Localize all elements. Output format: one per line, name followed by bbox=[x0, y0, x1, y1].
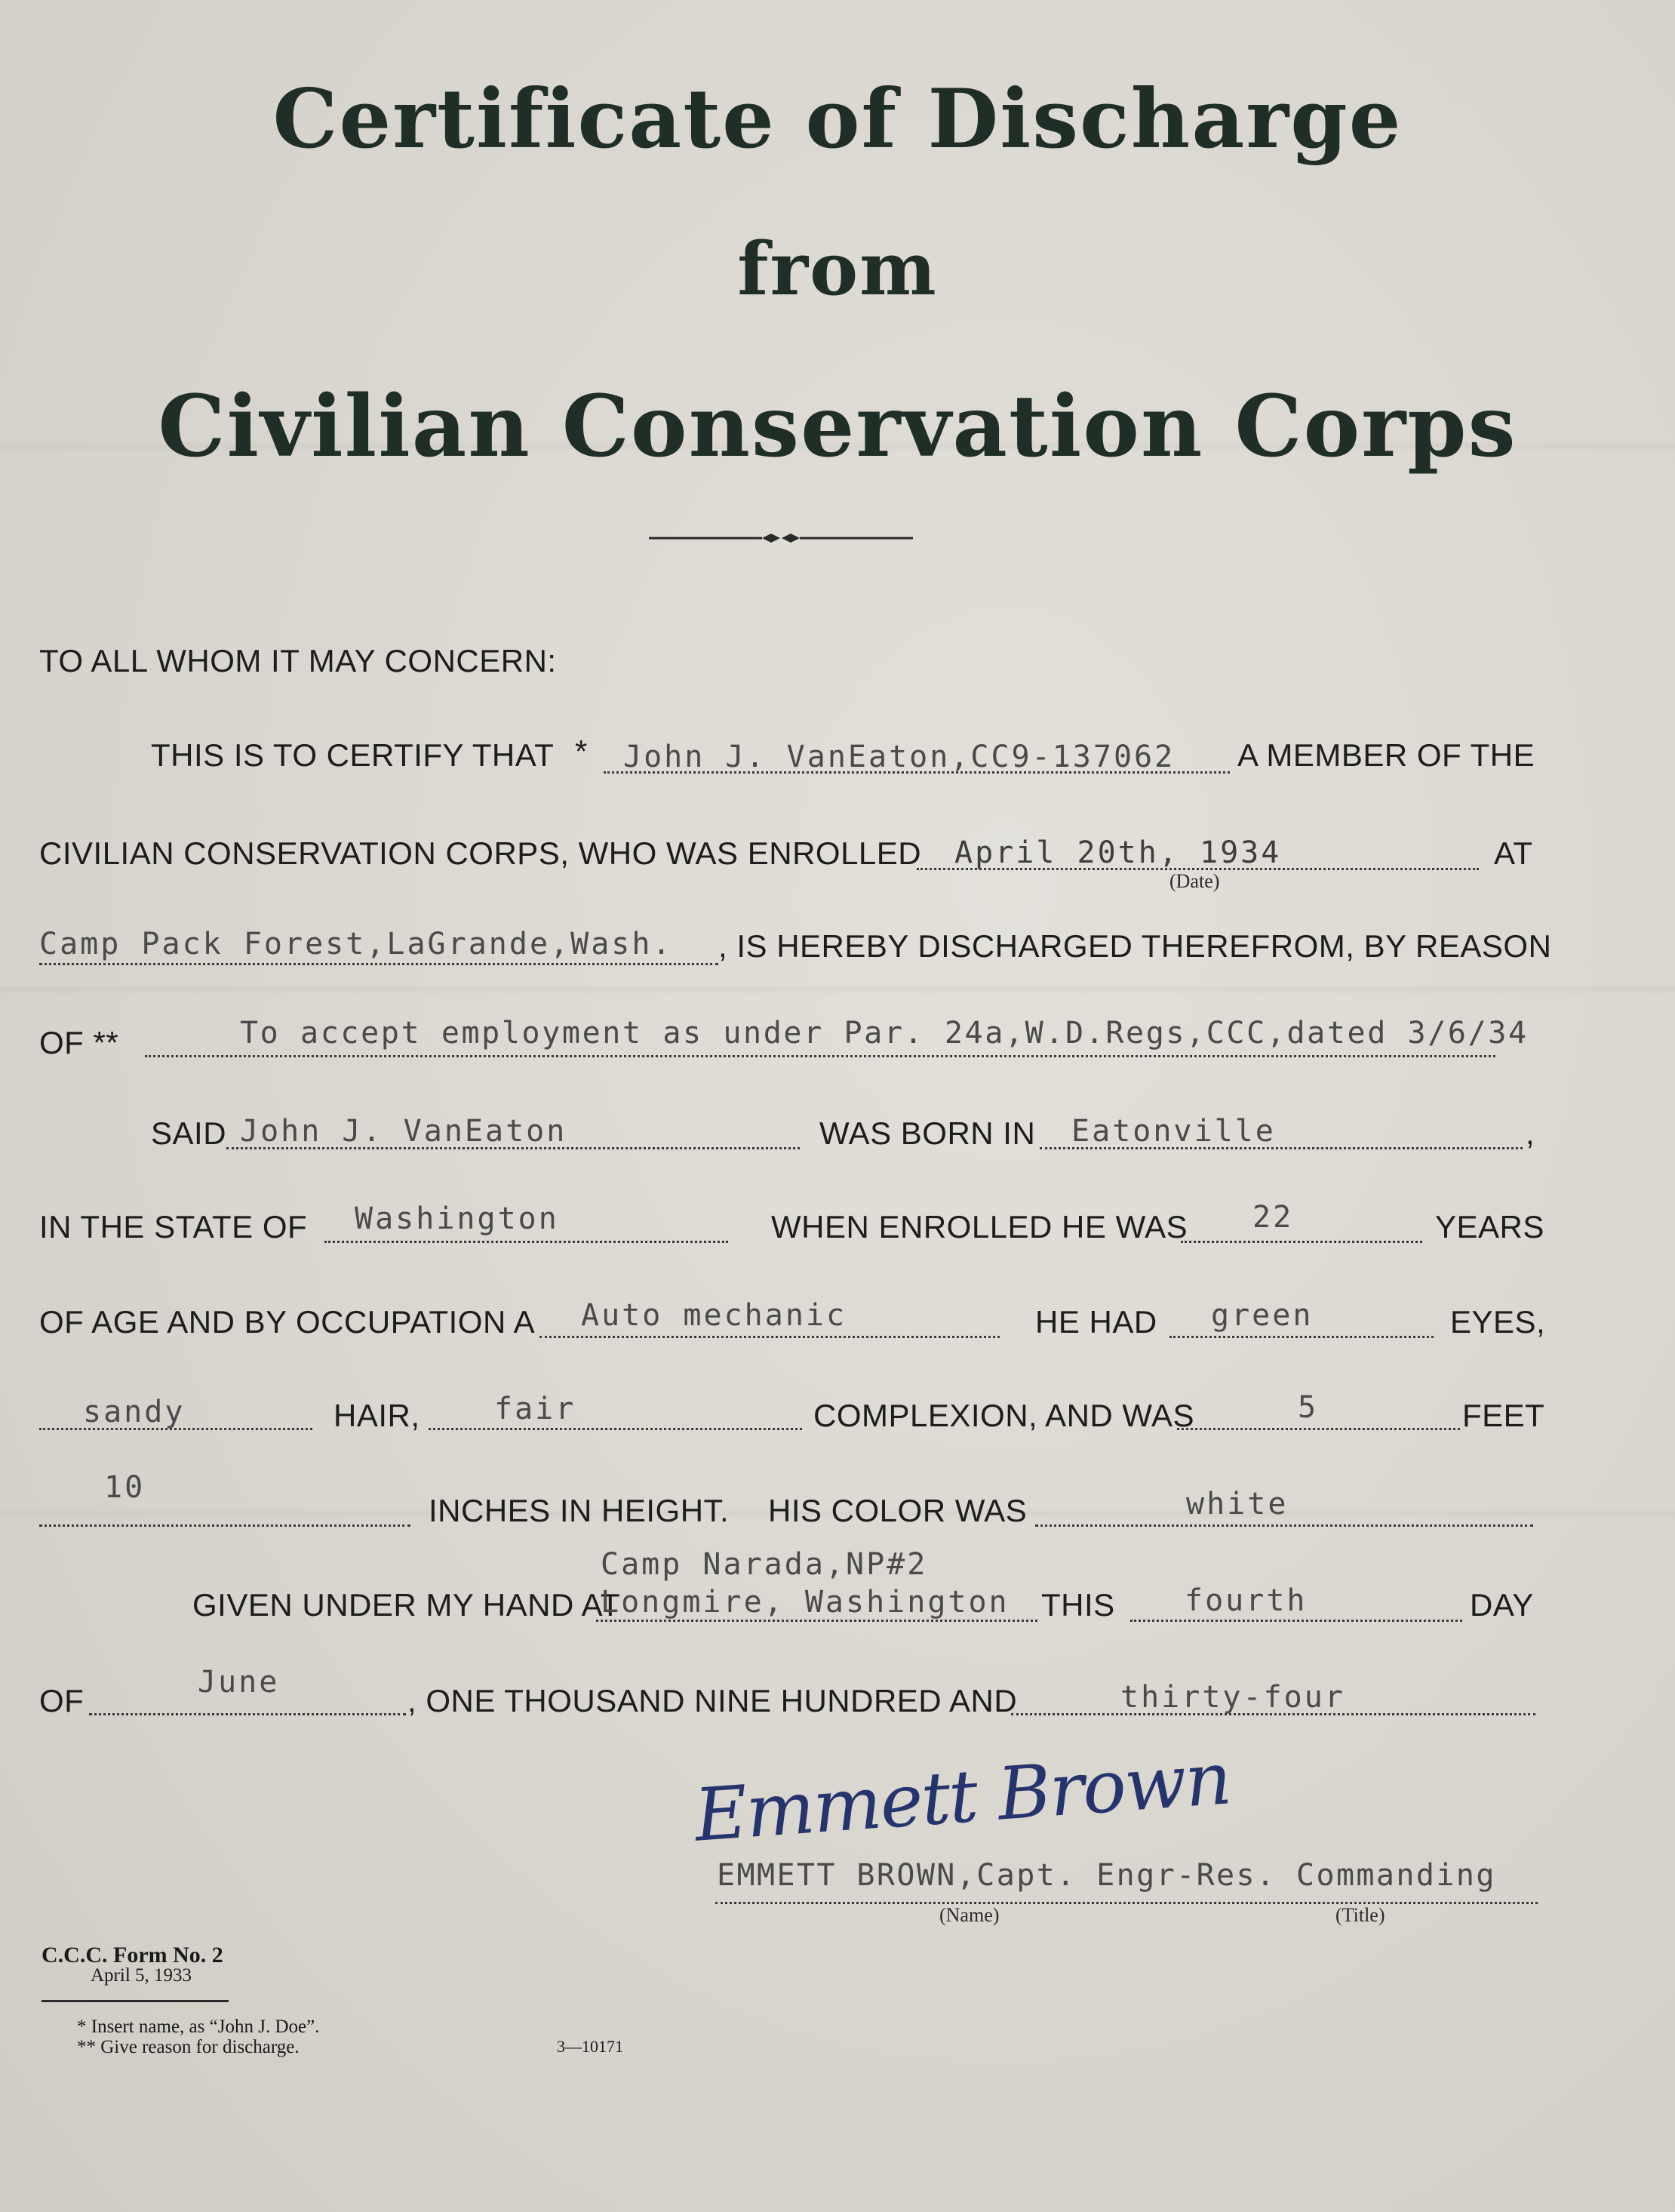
occupation-line bbox=[539, 1336, 1000, 1338]
year-value: thirty-four bbox=[1120, 1680, 1345, 1715]
said-label: SAID bbox=[151, 1115, 227, 1151]
day-value: fourth bbox=[1185, 1583, 1308, 1618]
certificate-organization: Civilian Conservation Corps bbox=[158, 377, 1517, 476]
color-label: HIS COLOR WAS bbox=[768, 1493, 1028, 1528]
state-value: Washington bbox=[355, 1201, 559, 1236]
form-date: April 5, 1933 bbox=[91, 1965, 192, 1986]
feet-value: 5 bbox=[1298, 1390, 1319, 1425]
certify-label: THIS IS TO CERTIFY THAT bbox=[151, 737, 555, 773]
inches-line bbox=[39, 1524, 410, 1527]
certificate-subtitle-from: from bbox=[737, 226, 938, 312]
at-label: AT bbox=[1494, 835, 1533, 871]
enrolled-age-label: WHEN ENROLLED HE WAS bbox=[771, 1209, 1188, 1244]
color-value: white bbox=[1186, 1487, 1289, 1521]
member-name-value: John J. VanEaton,CC9-137062 bbox=[623, 740, 1176, 774]
given-label: GIVEN UNDER MY HAND AT bbox=[192, 1587, 621, 1623]
form-code: 3—10171 bbox=[557, 2037, 623, 2056]
signature: Emmett Brown bbox=[691, 1736, 1233, 1858]
this-label: THIS bbox=[1041, 1587, 1115, 1623]
ornament-divider bbox=[649, 531, 913, 546]
reason-label: OF ** bbox=[39, 1025, 119, 1060]
eyes-label: EYES, bbox=[1450, 1304, 1546, 1340]
reason-line bbox=[145, 1055, 1495, 1057]
certificate-title: Certificate of Discharge bbox=[272, 72, 1403, 167]
eyes-had-label: HE HAD bbox=[1035, 1304, 1157, 1340]
title-caption: (Title) bbox=[1335, 1904, 1385, 1926]
of-label: OF bbox=[39, 1683, 85, 1718]
camp-name-value: Camp Narada,NP#2 bbox=[601, 1547, 928, 1582]
salutation: TO ALL WHOM IT MAY CONCERN: bbox=[39, 643, 557, 678]
day-line bbox=[1130, 1620, 1462, 1622]
member-of-label: A MEMBER OF THE bbox=[1237, 737, 1535, 773]
camp-value: Camp Pack Forest,LaGrande,Wash. bbox=[39, 927, 673, 961]
age-value: 22 bbox=[1252, 1200, 1294, 1235]
enrolled-label: CIVILIAN CONSERVATION CORPS, WHO WAS ENROLLED bbox=[39, 835, 922, 871]
eyes-line bbox=[1169, 1336, 1434, 1338]
birthplace-value: Eatonville bbox=[1071, 1114, 1276, 1149]
feet-label: FEET bbox=[1462, 1398, 1545, 1433]
birthplace-comma: , bbox=[1526, 1115, 1535, 1151]
footer-rule bbox=[41, 2000, 229, 2002]
state-line bbox=[324, 1241, 728, 1243]
camp-line bbox=[39, 963, 718, 965]
eyes-value: green bbox=[1211, 1298, 1314, 1333]
name-caption: (Name) bbox=[939, 1904, 1000, 1926]
month-line bbox=[89, 1713, 406, 1715]
date-caption: (Date) bbox=[1169, 870, 1220, 892]
inches-label: INCHES IN HEIGHT. bbox=[429, 1493, 730, 1528]
signature-line bbox=[715, 1902, 1538, 1904]
reason-value: To accept employment as under Par. 24a,W.D.Regs,CCC,dated 3/6/34 bbox=[240, 1016, 1529, 1051]
enroll-date-value: April 20th, 1934 bbox=[954, 835, 1282, 870]
years-label: YEARS bbox=[1435, 1209, 1544, 1244]
footnote-star: * bbox=[575, 734, 588, 769]
feet-line bbox=[1177, 1428, 1460, 1430]
month-value: June bbox=[198, 1665, 280, 1700]
occupation-label: OF AGE AND BY OCCUPATION A bbox=[39, 1304, 536, 1340]
age-line bbox=[1181, 1241, 1422, 1243]
complexion-label: COMPLEXION, AND WAS bbox=[813, 1398, 1195, 1433]
footnote-name: * Insert name, as “John J. Doe”. bbox=[77, 2017, 320, 2037]
form-number: C.C.C. Form No. 2 bbox=[41, 1943, 223, 1967]
occupation-value: Auto mechanic bbox=[581, 1298, 847, 1333]
signer-typed-name: EMMETT BROWN,Capt. Engr-Res. Commanding bbox=[717, 1858, 1496, 1893]
year-label: , ONE THOUSAND NINE HUNDRED AND bbox=[407, 1683, 1018, 1718]
inches-value: 10 bbox=[104, 1470, 146, 1505]
color-line bbox=[1035, 1524, 1533, 1527]
birth-name-value: John J. VanEaton bbox=[240, 1114, 567, 1149]
born-in-label: WAS BORN IN bbox=[819, 1115, 1036, 1151]
discharged-label: , IS HEREBY DISCHARGED THEREFROM, BY REASON bbox=[718, 928, 1552, 964]
hair-label: HAIR, bbox=[333, 1398, 420, 1433]
state-label: IN THE STATE OF bbox=[39, 1209, 308, 1244]
footnote-reason: ** Give reason for discharge. bbox=[77, 2037, 300, 2057]
complexion-line bbox=[429, 1428, 802, 1430]
given-place-line bbox=[596, 1620, 1037, 1622]
given-place-value: Longmire, Washington bbox=[601, 1585, 1010, 1620]
day-label: DAY bbox=[1470, 1587, 1534, 1623]
complexion-value: fair bbox=[494, 1392, 576, 1426]
hair-value: sandy bbox=[83, 1395, 186, 1429]
